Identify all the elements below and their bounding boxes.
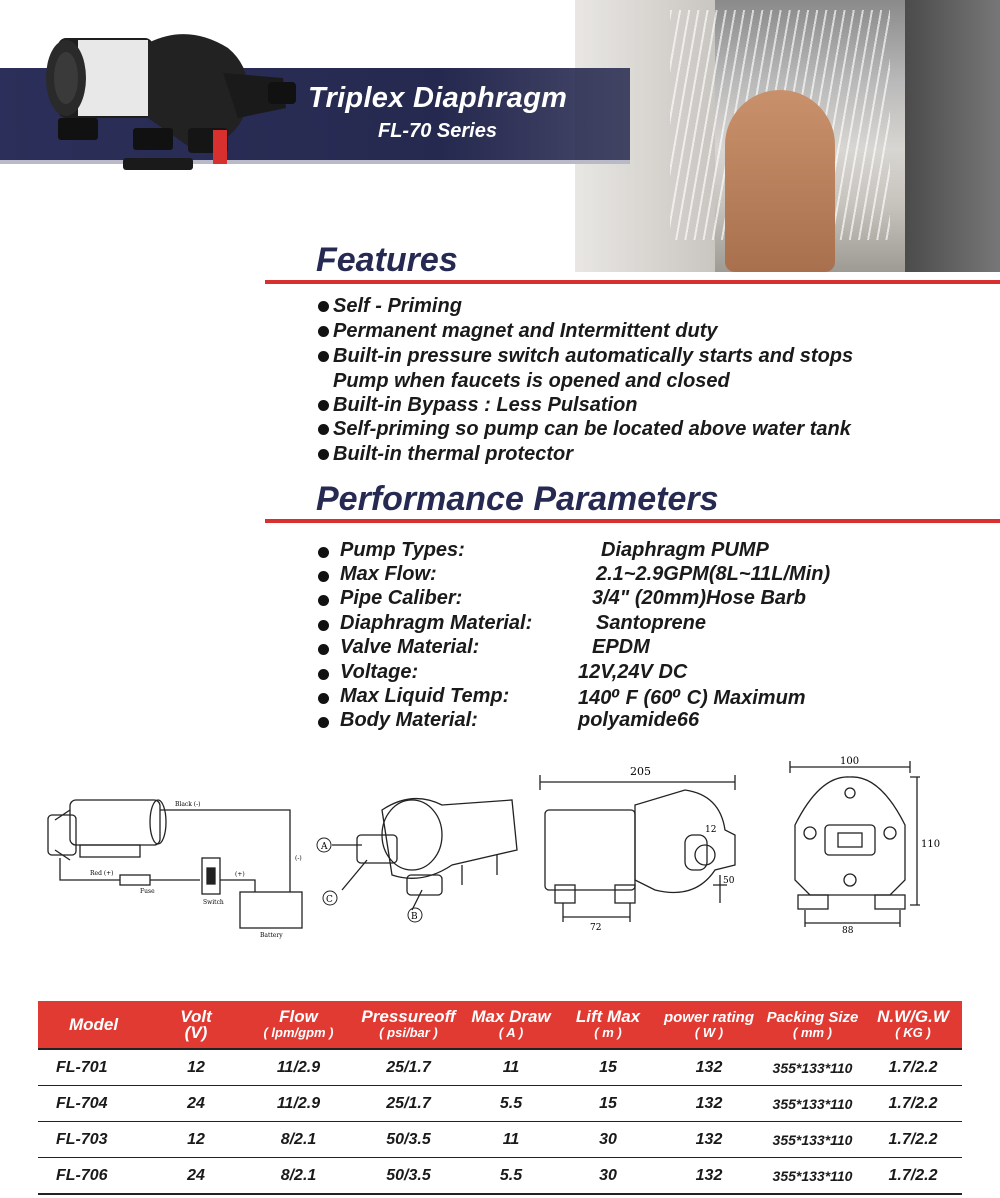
port-b-label: B [411, 912, 418, 922]
side-dimension-drawing [535, 760, 760, 935]
port-a-label: A [321, 842, 328, 852]
bullet-icon [318, 351, 329, 362]
header-power: power rating ( W ) [657, 1001, 761, 1049]
front-base-dimension: 88 [842, 926, 854, 935]
table-header-row [38, 1001, 962, 1049]
param-row: Valve Material: EPDM [318, 636, 998, 660]
bullet-icon [318, 620, 329, 631]
table-row: FL-701 12 11/2.9 25/1.7 11 15 132 355*133*110 1.7/2.2 [38, 1049, 962, 1086]
features-heading: Features [316, 241, 458, 279]
product-title: Triplex Diaphragm [308, 82, 568, 114]
front-height-dimension: 110 [921, 839, 941, 850]
param-row: Max Flow: 2.1~2.9GPM(8L~11L/Min) [318, 563, 998, 587]
bullet-icon [318, 547, 329, 558]
param-row: Voltage: 12V,24V DC [318, 661, 998, 685]
header-volt: Volt (V) [149, 1001, 243, 1049]
feature-item-continuation: Pump when faucets is opened and closed [333, 370, 730, 392]
series-subtitle: FL-70 Series [378, 120, 497, 142]
bullet-icon [318, 669, 329, 680]
performance-heading: Performance Parameters [316, 480, 719, 518]
bullet-icon [318, 595, 329, 606]
feature-item: Self - Priming [318, 295, 462, 318]
param-row: Pipe Caliber: 3/4" (20mm)Hose Barb [318, 587, 998, 611]
bullet-icon [318, 644, 329, 655]
black-wire-label: Black (-) [175, 801, 201, 808]
bullet-icon [318, 717, 329, 728]
port-diagram [312, 790, 522, 925]
fuse-label: Fuse [140, 888, 155, 895]
feature-item: Self-priming so pump can be located above water tank [318, 418, 851, 441]
bullet-icon [318, 400, 329, 411]
positive-label: (+) [235, 871, 245, 878]
length-dimension: 205 [630, 765, 651, 778]
performance-divider [265, 519, 1000, 523]
wiring-diagram [40, 780, 320, 945]
table-row: FL-704 24 11/2.9 25/1.7 5.5 15 132 355*133*110 1.7/2.2 [38, 1086, 962, 1122]
header-packing: Packing Size ( mm ) [761, 1001, 864, 1049]
bullet-icon [318, 301, 329, 312]
header-lift-max: Lift Max ( m ) [559, 1001, 657, 1049]
header-model: Model [38, 1001, 149, 1049]
header-pressure: Pressureoff ( psi/bar ) [354, 1001, 463, 1049]
table-row: FL-706 24 8/2.1 50/3.5 5.5 30 132 355*133*110 1.7/2.2 [38, 1158, 962, 1195]
model-spec-table [38, 1001, 962, 1195]
battery-label: Battery [260, 932, 283, 939]
height-dimension: 50 [723, 876, 735, 886]
bullet-icon [318, 449, 329, 460]
param-row: Body Material: polyamide66 [318, 709, 998, 733]
header-flow: Flow ( lpm/gpm ) [243, 1001, 354, 1049]
pump-product-image [38, 18, 308, 178]
header-max-draw: Max Draw ( A ) [463, 1001, 559, 1049]
switch-label: Switch [203, 899, 224, 906]
feature-item: Built-in pressure switch automatically starts and stops [318, 345, 853, 368]
feature-item: Permanent magnet and Intermittent duty [318, 320, 718, 343]
port-dimension: 12 [705, 825, 717, 835]
feature-item: Built-in Bypass : Less Pulsation [318, 394, 638, 417]
bullet-icon [318, 571, 329, 582]
bullet-icon [318, 693, 329, 704]
shower-photo [575, 0, 1000, 272]
base-dimension: 72 [590, 923, 602, 933]
header-weight: N.W/G.W ( KG ) [864, 1001, 962, 1049]
param-row: Max Liquid Temp: 140⁰ F (60⁰ C) Maximum [318, 685, 998, 709]
feature-item: Built-in thermal protector [318, 443, 573, 466]
param-row: Pump Types: Diaphragm PUMP [318, 539, 998, 563]
front-width-dimension: 100 [840, 756, 860, 767]
front-dimension-drawing [780, 755, 950, 935]
table-row: FL-703 12 8/2.1 50/3.5 11 30 132 355*133*110 1.7/2.2 [38, 1122, 962, 1158]
bullet-icon [318, 326, 329, 337]
port-c-label: C [326, 895, 333, 905]
features-divider [265, 280, 1000, 284]
bullet-icon [318, 424, 329, 435]
negative-label: (-) [295, 855, 302, 862]
param-row: Diaphragm Material: Santoprene [318, 612, 998, 636]
red-wire-label: Red (+) [90, 870, 114, 877]
